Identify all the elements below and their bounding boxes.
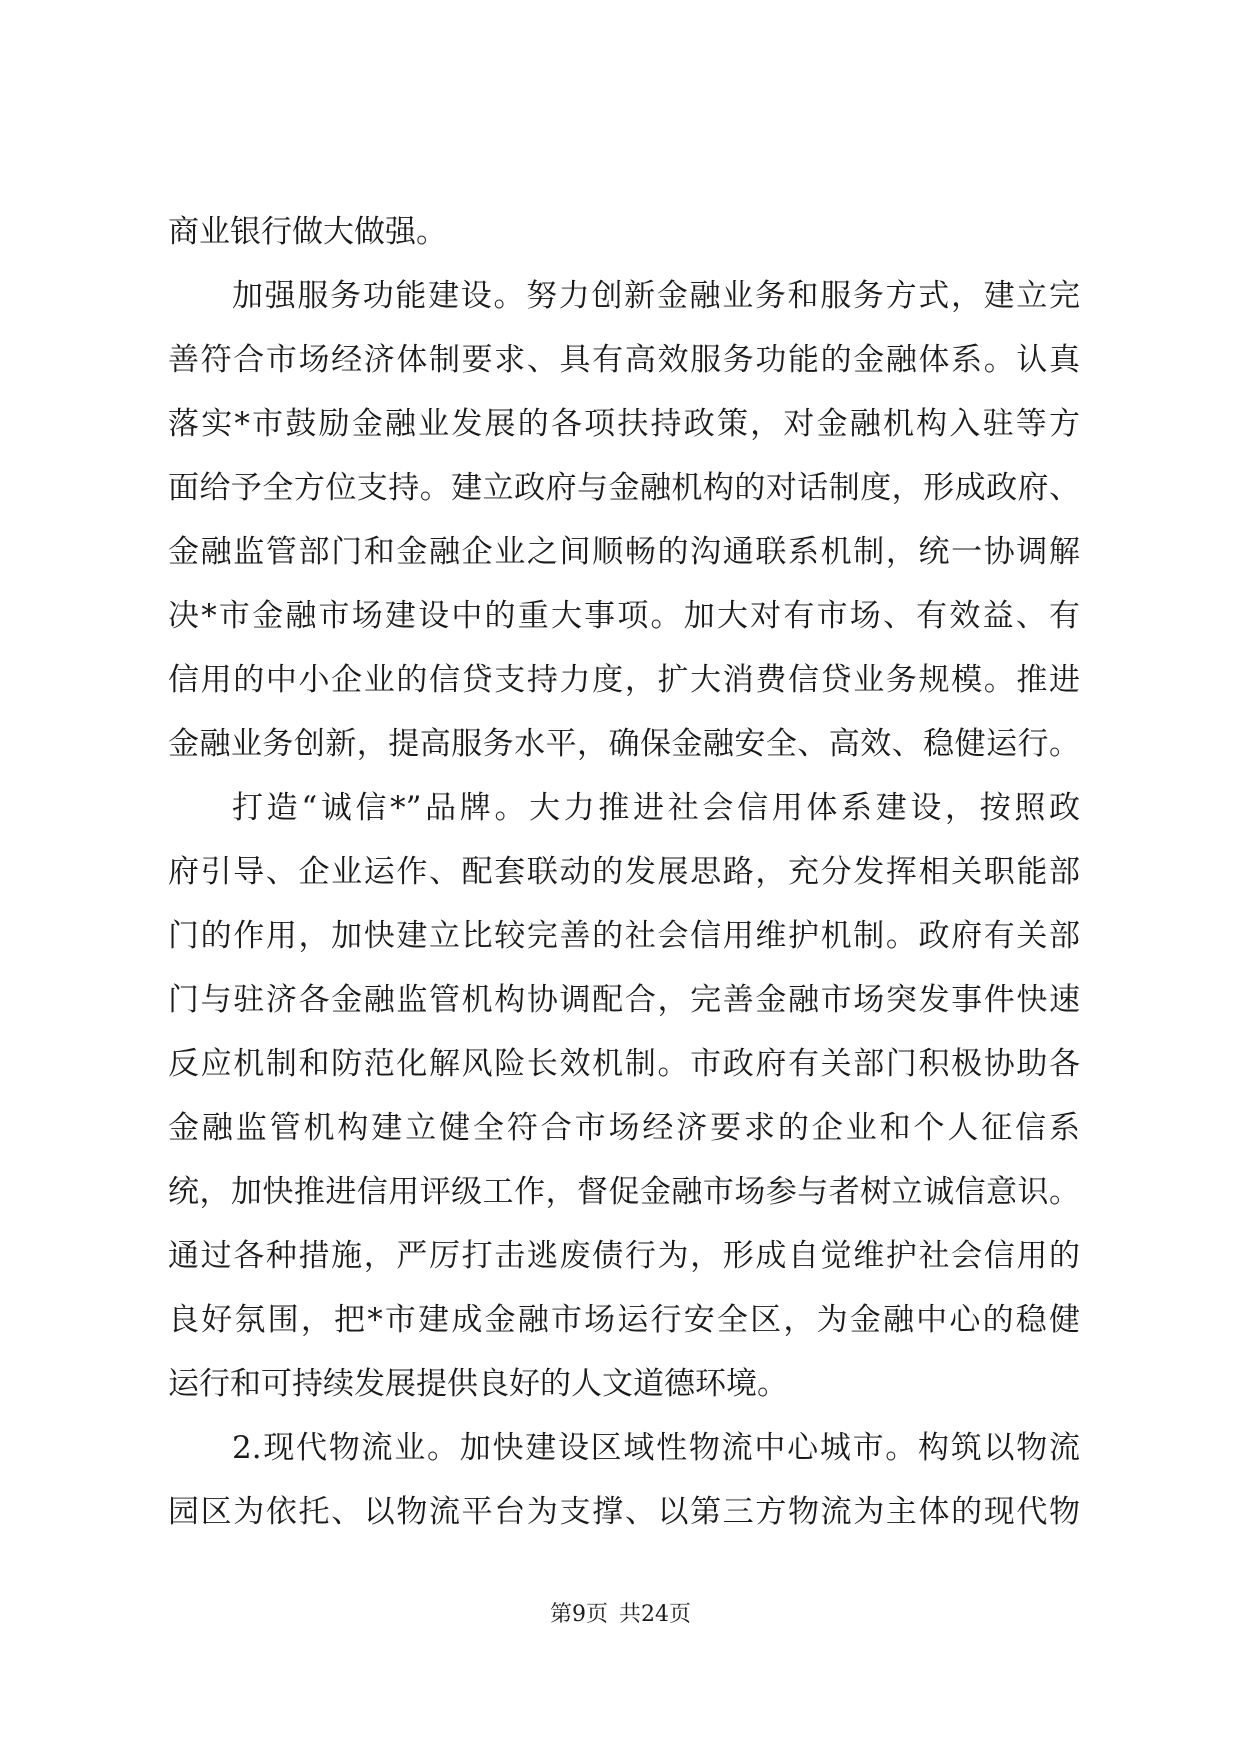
text-line: 信用的中小企业的信贷支持力度，扩大消费信贷业务规模。推进 <box>168 662 1080 698</box>
page-total: 共24页 <box>619 1602 691 1627</box>
text-line: 反应机制和防范化解风险长效机制。市政府有关部门积极协助各 <box>168 1046 1080 1082</box>
text-line: 良好氛围，把*市建成金融市场运行安全区，为金融中心的稳健 <box>168 1302 1080 1338</box>
text-line: 金融监管部门和金融企业之间顺畅的沟通联系机制，统一协调解 <box>168 534 1080 570</box>
text-line: 金融监管机构建立健全符合市场经济要求的企业和个人征信系 <box>168 1110 1080 1146</box>
page-footer <box>0 1600 1241 1630</box>
text-line: 2.现代物流业。加快建设区域性物流中心城市。构筑以物流 <box>232 1430 1080 1466</box>
text-line: 打造“诚信*”品牌。大力推进社会信用体系建设，按照政 <box>232 790 1080 826</box>
text-line: 园区为依托、以物流平台为支撑、以第三方物流为主体的现代物 <box>168 1494 1080 1530</box>
text-line: 门与驻济各金融监管机构协调配合，完善金融市场突发事件快速 <box>168 982 1080 1018</box>
text-line: 落实*市鼓励金融业发展的各项扶持政策，对金融机构入驻等方 <box>168 406 1080 442</box>
text-line: 善符合市场经济体制要求、具有高效服务功能的金融体系。认真 <box>168 342 1080 378</box>
text-line: 面给予全方位支持。建立政府与金融机构的对话制度，形成政府、 <box>168 470 1080 506</box>
text-line: 运行和可持续发展提供良好的人文道德环境。 <box>168 1366 788 1402</box>
text-line: 加强服务功能建设。努力创新金融业务和服务方式，建立完 <box>232 278 1080 314</box>
text-line: 府引导、企业运作、配套联动的发展思路，充分发挥相关职能部 <box>168 854 1080 890</box>
text-line: 决*市金融市场建设中的重大事项。加大对有市场、有效益、有 <box>168 598 1080 634</box>
text-line: 通过各种措施，严厉打击逃废债行为，形成自觉维护社会信用的 <box>168 1238 1080 1274</box>
text-line: 门的作用，加快建立比较完善的社会信用维护机制。政府有关部 <box>168 918 1080 954</box>
text-line: 商业银行做大做强。 <box>168 214 447 250</box>
text-line: 统，加快推进信用评级工作，督促金融市场参与者树立诚信意识。 <box>168 1174 1080 1210</box>
page-number: 第9页 <box>550 1602 608 1627</box>
document-body <box>168 200 1080 1544</box>
text-line: 金融业务创新，提高服务水平，确保金融安全、高效、稳健运行。 <box>168 726 1080 762</box>
